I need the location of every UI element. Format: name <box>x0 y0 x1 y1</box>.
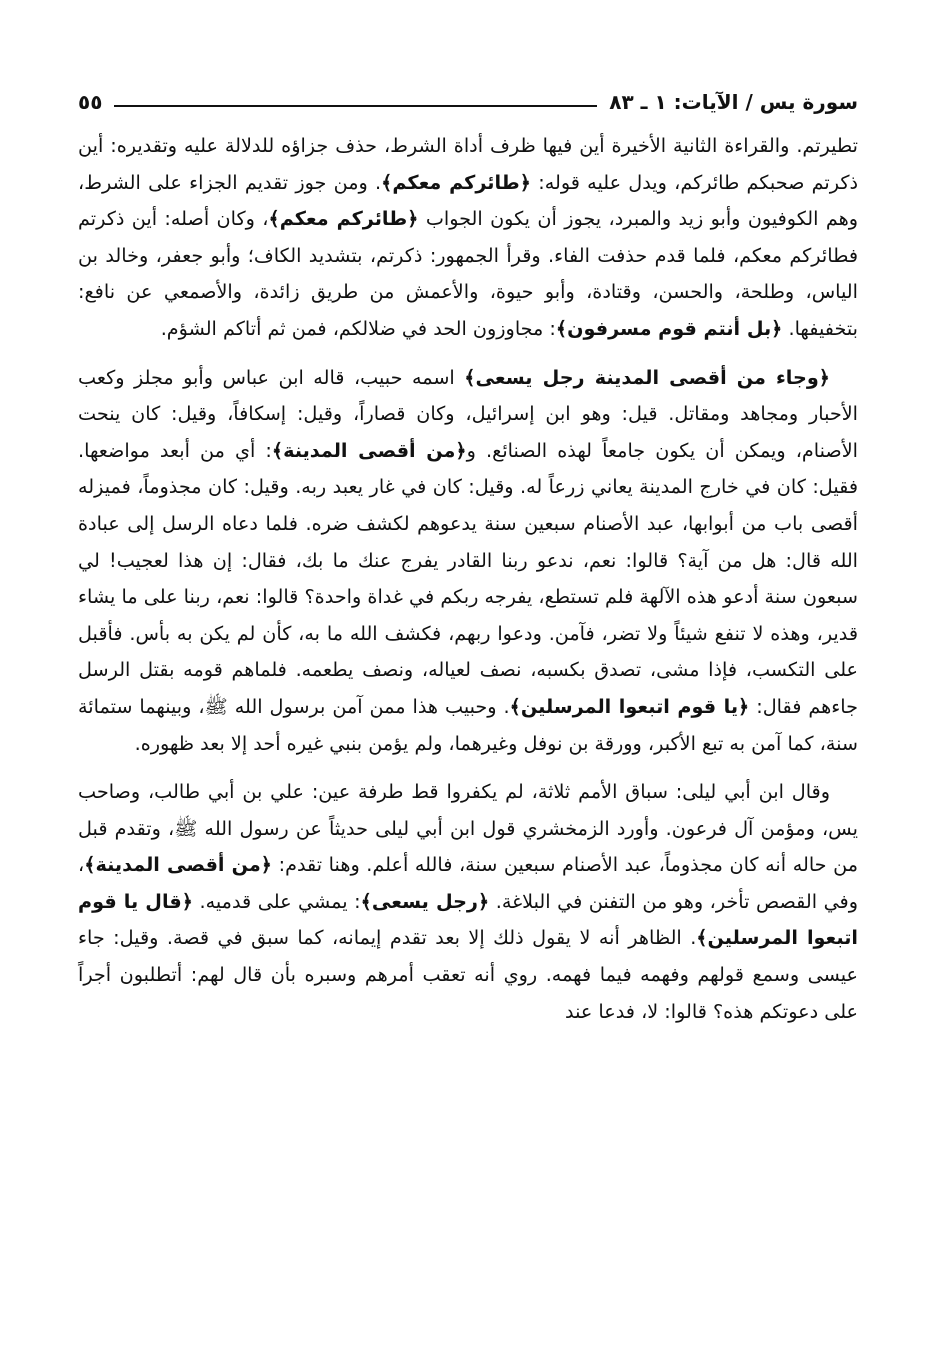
paragraph-3 <box>78 774 858 1030</box>
text-segment: اسمه حبيب، قاله ابن عباس وأبو مجلز وكعب الأحبار ومجاهد ومقاتل. قيل: وهو ابن إسرائيل، وكان قصاراً، وقيل: إسكافاً، وقيل: كان ينحت الأصنام، ويمكن أن يكون جامعاً لهذه الصنائع. و <box>78 365 858 462</box>
quran-quote: ﴿من أقصى المدينة﴾ <box>84 853 273 877</box>
text-segment: . وحبيب هذا ممن آمن برسول الله ﷺ، وبينهما ستمائة سنة، كما آمن به تبع الأكبر، وورقة بن نوفل وغيرهما، ولم يؤمن بنبي غيره أحد إلا بعد ظهوره. <box>78 694 858 755</box>
text-segment: : يمشي على قدميه. <box>192 889 361 913</box>
page <box>78 84 858 1030</box>
quran-quote: ﴿قال يا قوم اتبعوا المرسلين﴾ <box>78 889 859 950</box>
page-number: ٥٥ <box>78 90 103 114</box>
quran-quote: ﴿طائركم معكم﴾ <box>381 170 531 194</box>
running-header <box>78 84 858 120</box>
text-segment: ، وكان أصله: أين ذكرتم فطائركم معكم، فلما قدم حذفت الفاء. وقرأ الجمهور: ذكرتم، بتشديد الكاف؛ وأبو جعفر، وخالد بن الياس، وطلحة، والحسن، وقتادة، وأبو حيوة، والأعمش من طريق زائدة، والأصمعي عن نافع: بتخفيفها. <box>78 207 858 340</box>
text-segment: . الظاهر أنه لا يقول ذلك إلا بعد تقدم إيمانه، كما سبق في قصة. وقيل: جاء عيسى وسمع قولهم وفهمه فيما فهمه. روي أنه تعقب أمرهم وسبره بأن قال لهم: أتطلبون أجراً على دعوتكم هذه؟ قالوا: لا، فدعا عند <box>78 926 858 1023</box>
quran-quote: ﴿طائركم معكم﴾ <box>268 207 419 231</box>
text-segment: ، وفي القصص تأخر، وهو من التفنن في البلاغة. <box>78 853 858 913</box>
quran-quote: ﴿من أقصى المدينة﴾ <box>271 438 467 462</box>
quran-quote: ﴿يا قوم اتبعوا المرسلين﴾ <box>509 694 750 718</box>
quran-quote: ﴿بل أنتم قوم مسرفون﴾ <box>555 316 783 340</box>
quran-quote: ﴿رجل يسعى﴾ <box>360 889 490 913</box>
paragraph-2 <box>78 360 858 763</box>
paragraph-1 <box>78 128 858 348</box>
text-segment: . ومن جوز تقديم الجزاء على الشرط، وهم الكوفيون وأبو زيد والمبرد، يجوز أن يكون الجواب <box>78 170 859 231</box>
header-title: سورة يس / الآيات: ١ ـ ٨٣ <box>609 90 858 114</box>
header-rule <box>114 105 597 107</box>
text-segment: : مجاوزون الحد في ضلالكم، فمن ثم أتاكم الشؤم. <box>160 316 556 340</box>
quran-quote: ﴿وجاء من أقصى المدينة رجل يسعى﴾ <box>464 365 830 389</box>
text-segment: وقال ابن أبي ليلى: سباق الأمم ثلاثة، لم يكفروا قط طرفة عين: علي بن أبي طالب، وصاحب يس، ومؤمن آل فرعون. وأورد الزمخشري قول ابن أبي ليلى حديثاً عن رسول الله ﷺ، وتقدم قبل من حاله أنه كان مجذوماً، عبد الأصنام سبعين سنة، فالله أعلم. وهنا تقدم: <box>78 780 859 877</box>
text-segment: : أي من أبعد مواضعها. فقيل: كان في خارج المدينة يعاني زرعاً له. وقيل: كان في غار يعبد ربه. وقيل: كان مجذوماً، فميزله أقصى باب من أبوابها، عبد الأصنام سبعين سنة يدعوهم لكشف ضره. فلما دعاه الرسل إلى عبادة الله قال: هل من آية؟ قالوا: نعم، ندعو ربنا القادر يفرج عنك ما بك، فقال: إن هذا لعجيب! لي سبعون سنة أدعو هذه الآلهة فلم تستطع، يفرجه ربكم في غداة واحدة؟ قالوا: نعم، ربنا على ما يشاء قدير، وهذه لا تنفع شيئاً ولا تضر، فآمن. ودعوا ربهم، فكشف الله ما به، كأن لم يكن به بأس. فأقبل على التكسب، فإذا مشى، تصدق بكسبه، نصف لعياله، ونصف يطعمه. فلماهم قومه بقتل الرسل جاءهم فقال: <box>78 438 859 718</box>
body-text <box>78 128 858 1030</box>
text-segment: تطيرتم. والقراءة الثانية الأخيرة أين فيها ظرف أداة الشرط، حذف جزاؤه للدلالة عليه وتقديره: أين ذكرتم صحبكم طائركم، ويدل عليه قوله: <box>78 134 858 194</box>
